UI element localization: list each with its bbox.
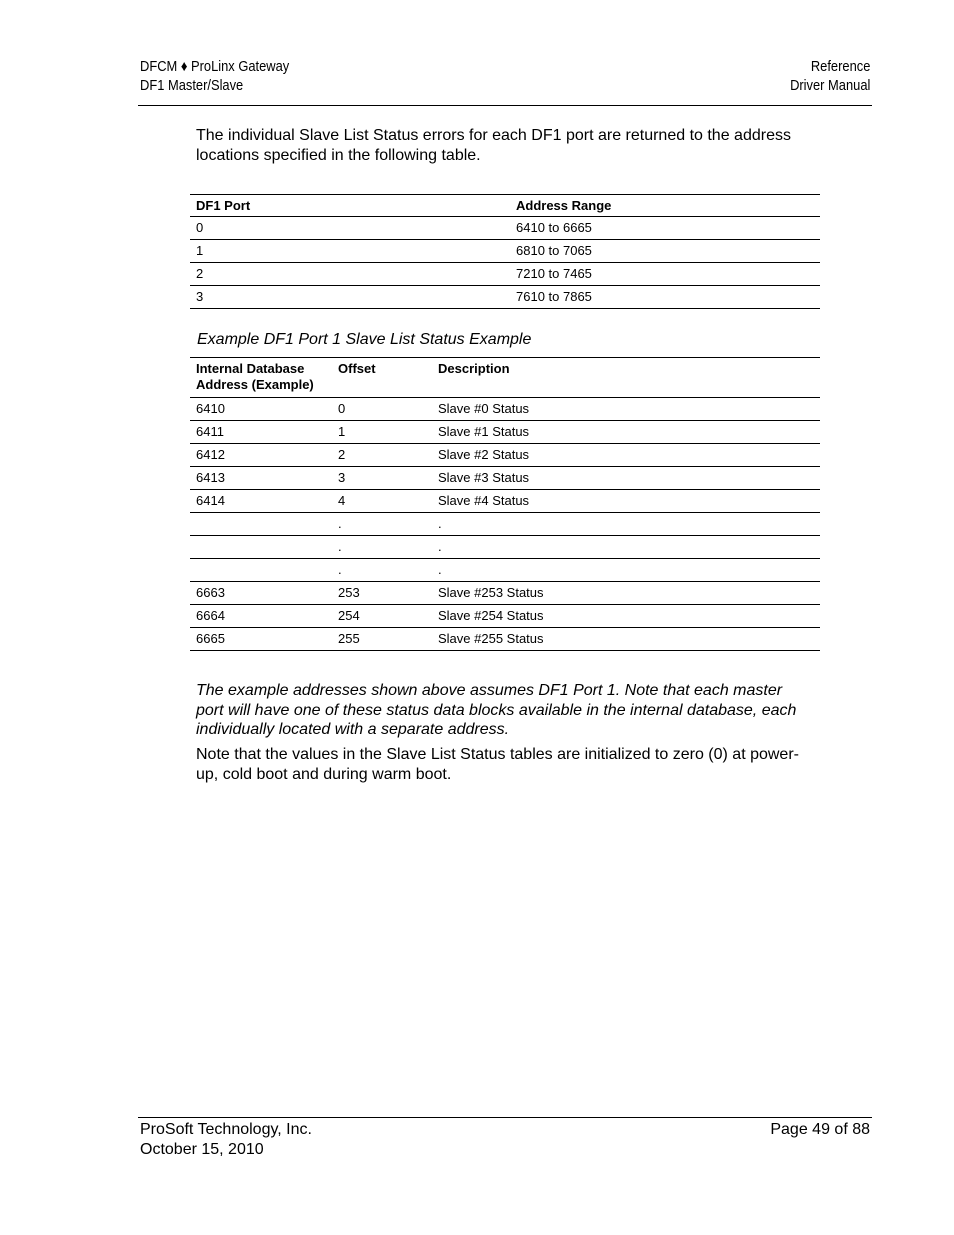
table-row <box>190 605 820 628</box>
header-section: Reference <box>810 58 870 75</box>
offset-cell: 255 <box>332 628 432 651</box>
description-cell: Slave #254 Status <box>432 605 820 628</box>
port-cell: 3 <box>190 286 510 309</box>
table-row <box>190 263 820 286</box>
description-cell: Slave #255 Status <box>432 628 820 651</box>
address-cell: 6414 <box>190 490 332 513</box>
offset-cell: . <box>332 513 432 536</box>
intro-paragraph: The individual Slave List Status errors for each DF1 port are returned to the address locations specified in the following table. <box>196 127 791 164</box>
description-cell: Slave #0 Status <box>432 398 820 421</box>
table-row <box>190 536 820 559</box>
address-cell: 6663 <box>190 582 332 605</box>
port-cell: 0 <box>190 217 510 240</box>
address-range-cell: 6410 to 6665 <box>510 217 820 240</box>
description-cell: Slave #1 Status <box>432 421 820 444</box>
column-header-df1-port: DF1 Port <box>190 195 510 217</box>
table-row <box>190 286 820 309</box>
offset-cell: 3 <box>332 467 432 490</box>
footer-divider <box>138 1117 872 1118</box>
address-range-cell: 7210 to 7465 <box>510 263 820 286</box>
description-cell: Slave #3 Status <box>432 467 820 490</box>
initialization-note-paragraph: Note that the values in the Slave List Status tables are initialized to zero (0) at power-up, cold boot and during warm boot. <box>196 746 799 783</box>
address-cell: 6664 <box>190 605 332 628</box>
offset-cell: 1 <box>332 421 432 444</box>
table-header-row <box>190 358 820 398</box>
table-row <box>190 444 820 467</box>
offset-cell: . <box>332 536 432 559</box>
table-row <box>190 559 820 582</box>
table-row <box>190 240 820 263</box>
header-manual-name: Driver Manual <box>789 77 870 94</box>
header-left <box>140 57 289 95</box>
description-cell: . <box>432 559 820 582</box>
offset-cell: 4 <box>332 490 432 513</box>
header-product-title: DFCM ♦ ProLinx Gateway <box>140 58 290 75</box>
table-row <box>190 582 820 605</box>
table-row <box>190 421 820 444</box>
footer-left <box>140 1120 312 1159</box>
column-header-offset: Offset <box>332 358 432 398</box>
column-header-description: Description <box>432 358 820 398</box>
header-product-subtitle: DF1 Master/Slave <box>140 77 244 94</box>
table-row <box>190 467 820 490</box>
description-cell: Slave #2 Status <box>432 444 820 467</box>
offset-cell: . <box>332 559 432 582</box>
port-cell: 2 <box>190 263 510 286</box>
address-range-cell: 6810 to 7065 <box>510 240 820 263</box>
table-row <box>190 398 820 421</box>
column-header-address: Internal Database Address (Example) <box>190 358 332 398</box>
table-row <box>190 217 820 240</box>
table-row <box>190 513 820 536</box>
offset-cell: 254 <box>332 605 432 628</box>
table-header-row <box>190 195 820 217</box>
offset-cell: 0 <box>332 398 432 421</box>
address-cell <box>190 559 332 582</box>
footer-date: October 15, 2010 <box>140 1140 264 1158</box>
slave-status-example-table <box>190 357 820 651</box>
port-cell: 1 <box>190 240 510 263</box>
example-table-caption: Example DF1 Port 1 Slave List Status Example <box>197 331 532 348</box>
description-cell: . <box>432 536 820 559</box>
table-row <box>190 628 820 651</box>
column-header-address-range: Address Range <box>510 195 820 217</box>
description-cell: . <box>432 513 820 536</box>
table-row <box>190 490 820 513</box>
offset-cell: 253 <box>332 582 432 605</box>
address-cell: 6413 <box>190 467 332 490</box>
address-cell: 6665 <box>190 628 332 651</box>
footer-company: ProSoft Technology, Inc. <box>140 1121 312 1138</box>
footer-page-number: Page 49 of 88 <box>770 1121 870 1138</box>
address-cell <box>190 513 332 536</box>
description-cell: Slave #4 Status <box>432 490 820 513</box>
header-right <box>790 57 870 95</box>
offset-cell: 2 <box>332 444 432 467</box>
header-divider <box>138 105 872 106</box>
example-note-paragraph: The example addresses shown above assumes DF1 Port 1. Note that each master port will have one of these status data blocks available in the internal database, each individually located with a separate address. <box>196 682 797 738</box>
address-cell <box>190 536 332 559</box>
address-cell: 6412 <box>190 444 332 467</box>
address-cell: 6410 <box>190 398 332 421</box>
description-cell: Slave #253 Status <box>432 582 820 605</box>
address-range-cell: 7610 to 7865 <box>510 286 820 309</box>
port-address-table <box>190 194 820 309</box>
address-cell: 6411 <box>190 421 332 444</box>
